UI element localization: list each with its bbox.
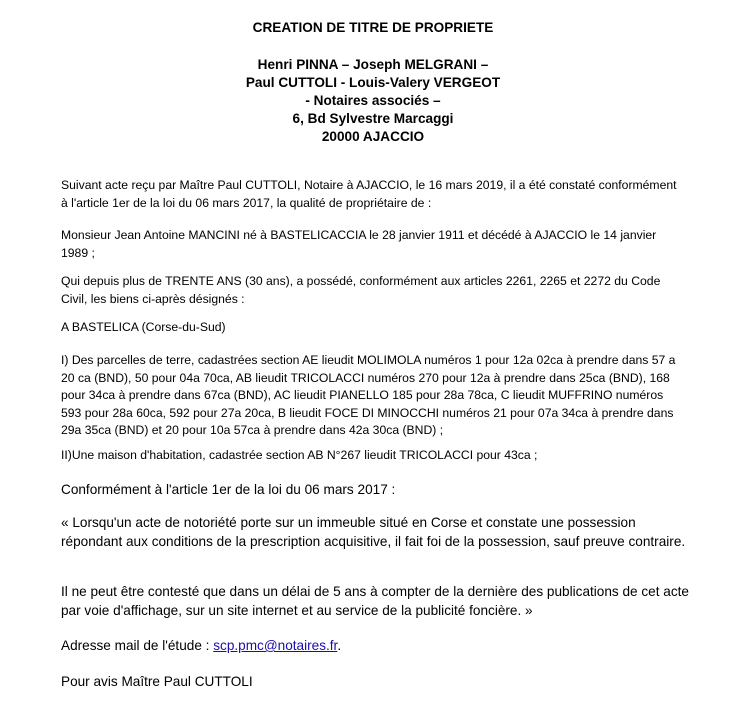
signature-line: Pour avis Maître Paul CUTTOLI [61, 674, 253, 689]
law-reference-paragraph: Conformément à l'article 1er de la loi du 06 mars 2017 : [61, 482, 396, 497]
deed-statement-paragraph: Suivant acte reçu par Maître Paul CUTTOLI, Notaire à AJACCIO, le 16 mars 2019, il a été constaté conformément à l'article 1er de la loi du 06 mars 2017, la qualité de propriétaire de : [61, 178, 677, 210]
notaries-line-1: Henri PINNA – Joseph MELGRANI – [257, 57, 489, 72]
owner-paragraph: Monsieur Jean Antoine MANCINI né à BASTELICACCIA le 28 janvier 1911 et décédé à AJACCIO le 14 janvier 1989 ; [61, 228, 657, 260]
notaries-associates-line: - Notaires associés – [305, 93, 441, 108]
commune-paragraph: A BASTELICA (Corse-du-Sud) [61, 320, 226, 334]
email-link[interactable]: scp.pmc@notaires.fr [213, 638, 338, 653]
notary-office-block [0, 56, 746, 146]
house-paragraph: II)Une maison d'habitation, cadastrée section AB N°267 lieudit TRICOLACCI pour 43ca ; [61, 448, 538, 462]
email-paragraph [61, 637, 691, 656]
document-title: CREATION DE TITRE DE PROPRIETE [252, 20, 494, 35]
notaries-line-2: Paul CUTTOLI - Louis-Valery VERGEOT [245, 75, 501, 90]
law-quote-paragraph-1: « Lorsqu'un acte de notoriété porte sur un immeuble situé en Corse et constate une possession répondant aux conditions de la prescription acquisitive, il fait foi de la possession, sauf preuve contraire. [61, 515, 686, 549]
email-label: Adresse mail de l'étude : [61, 638, 214, 653]
parcels-paragraph: I) Des parcelles de terre, cadastrées section AE lieudit MOLIMOLA numéros 1 pour 12a 02ca à prendre dans 57 a 20 ca (BND), 50 pour 04a 70ca, AB lieudit TRICOLACCI numéros 270 pour 12a à prendre dans 25ca (BND), 168 pour 34ca à prendre dans 67ca (BND), AC lieudit PIANELLO 185 pour 28a 78ca, C lieudit MUFFRINO numéros 593 pour 28a 60ca, 592 pour 27a 20ca, B lieudit FOCE DI MINOCCHI numéros 21 pour 07a 34ca à prendre dans 29a 35ca (BND) et 20 pour 10a 57ca à prendre dans 42a 30ca (BND) ; [61, 353, 676, 437]
possession-paragraph: Qui depuis plus de TRENTE ANS (30 ans), a possédé, conformément aux articles 2261, 2265 et 2272 du Code Civil, les biens ci-après désignés : [61, 274, 661, 306]
email-suffix: . [337, 638, 342, 653]
office-city-address: 20000 AJACCIO [321, 129, 425, 144]
law-quote-paragraph-2: Il ne peut être contesté que dans un délai de 5 ans à compter de la dernière des publications de cet acte par voie d'affichage, sur un site internet et au service de la publicité foncière. » [61, 584, 689, 618]
office-street-address: 6, Bd Sylvestre Marcaggi [292, 111, 454, 126]
